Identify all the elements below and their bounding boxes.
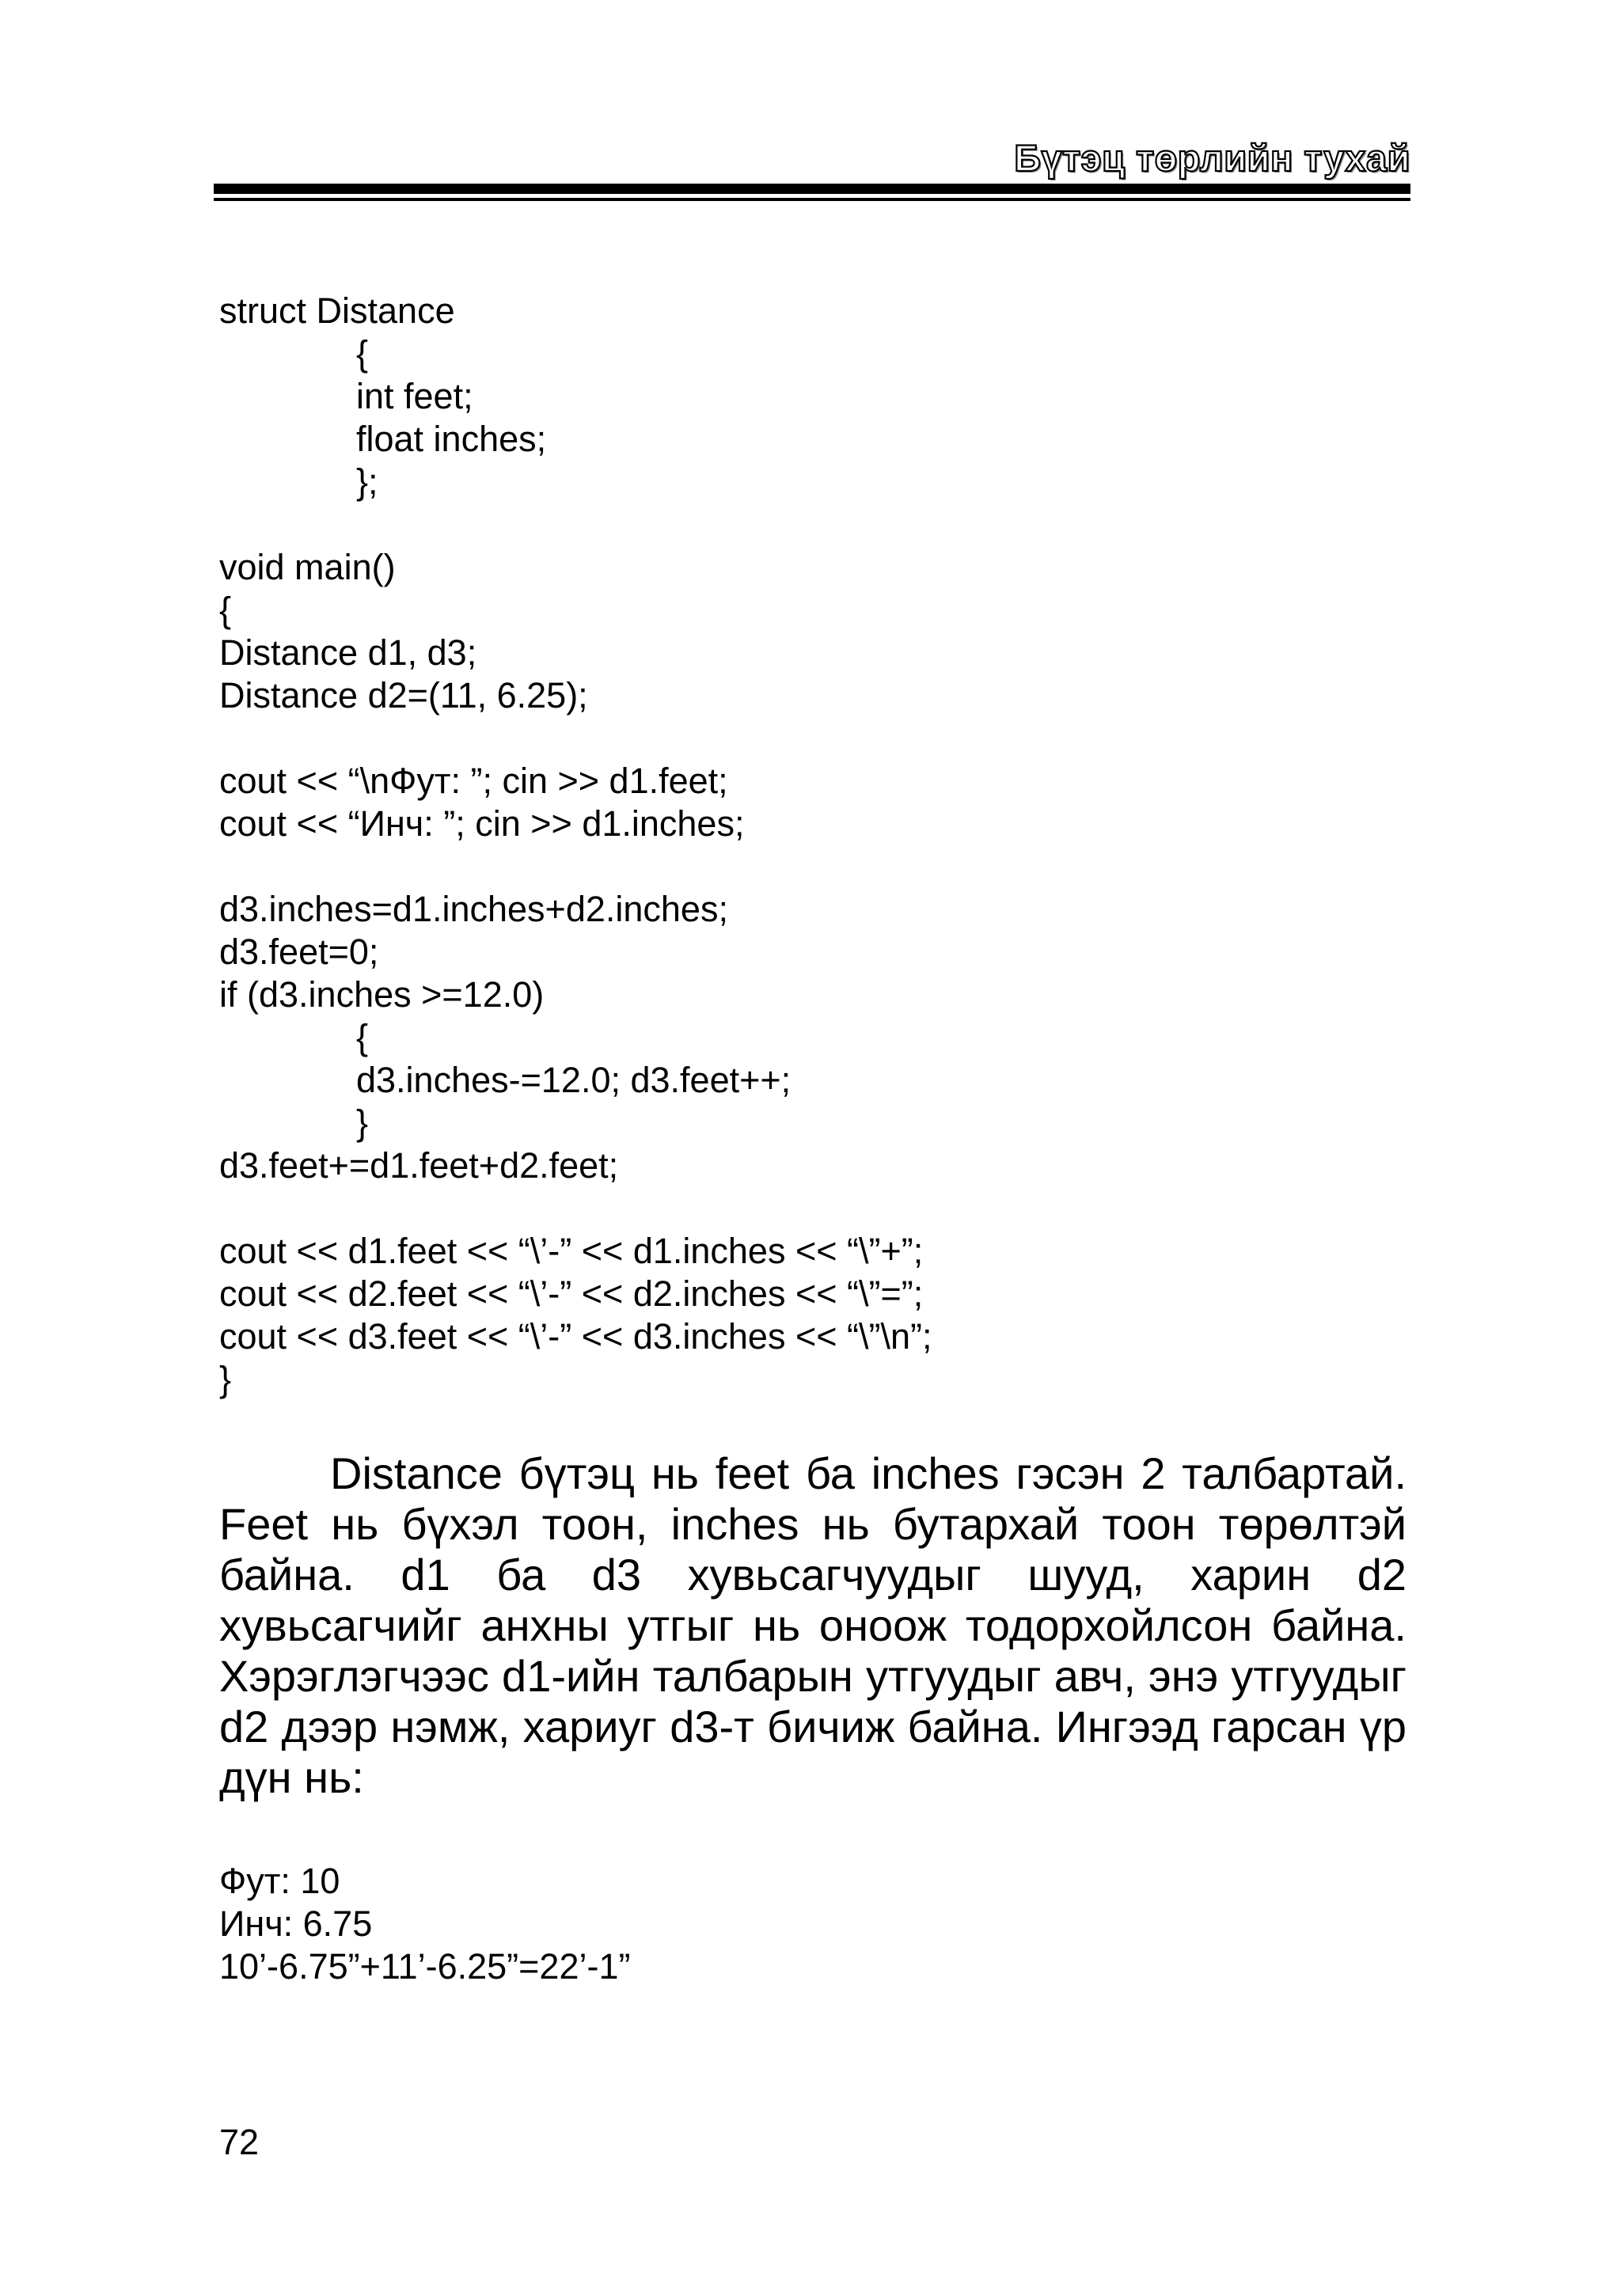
code-line: cout << d2.feet << “\’-” << d2.inches << “\”=”; — [219, 1273, 924, 1314]
code-line: } — [356, 1102, 369, 1143]
page-number: 72 — [219, 2122, 260, 2162]
code-line: d3.feet=0; — [219, 932, 379, 972]
code-line: float inches; — [356, 419, 547, 459]
output-line: Инч: 6.75 — [219, 1903, 373, 1944]
code-line: struct Distance — [219, 290, 455, 331]
code-line: Distance d1, d3; — [219, 632, 477, 673]
header-title: Бүтэц төрлийн тухай — [1014, 137, 1410, 179]
code-line: if (d3.inches >=12.0) — [219, 974, 545, 1015]
code-listing — [219, 290, 1407, 1401]
header-rule-thick — [214, 184, 1410, 194]
code-line: cout << “\nФут: ”; cin >> d1.feet; — [219, 761, 728, 801]
code-line: { — [356, 333, 369, 374]
code-line — [219, 717, 1407, 760]
code-line: }; — [356, 461, 378, 502]
output-line: Фут: 10 — [219, 1861, 340, 1901]
code-line — [219, 1187, 1407, 1230]
code-line: void main() — [219, 547, 396, 587]
code-line: d3.inches-=12.0; d3.feet++; — [356, 1060, 792, 1100]
header-rule-thin — [214, 198, 1410, 201]
code-line: cout << d1.feet << “\’-” << d1.inches << “\”+”; — [219, 1231, 924, 1271]
code-line: d3.inches=d1.inches+d2.inches; — [219, 889, 728, 929]
code-line: cout << “Инч: ”; cin >> d1.inches; — [219, 803, 745, 844]
code-line — [219, 503, 1407, 546]
explanation-paragraph: Distance бүтэц нь feet ба inches гэсэн 2 талбартай. Feet нь бүхэл тоон, inches нь бутархай тоон төрөлтэй байна. d1 ба d3 хувьсагчуудыг шууд, харин d2 хувьсагчийг анхны утгыг нь оноож тодорхойлсон байна. Хэрэглэгчээс d1-ийн талбарын утгуудыг авч, энэ утгуудыг d2 дээр нэмж, хариуг d3-т бичиж байна. Ингээд гарсан үр дүн нь: — [219, 1448, 1407, 1802]
code-line: { — [356, 1017, 369, 1057]
code-line: cout << d3.feet << “\’-” << d3.inches << “\”\n”; — [219, 1316, 932, 1357]
program-output — [219, 1860, 1407, 1988]
code-line: { — [219, 590, 232, 630]
code-line: } — [219, 1359, 232, 1399]
code-line: d3.feet+=d1.feet+d2.feet; — [219, 1145, 619, 1186]
code-line: Distance d2=(11, 6.25); — [219, 675, 588, 715]
output-line: 10’-6.75”+11’-6.25”=22’-1” — [219, 1946, 631, 1987]
code-line — [219, 845, 1407, 888]
code-line: int feet; — [356, 376, 473, 416]
